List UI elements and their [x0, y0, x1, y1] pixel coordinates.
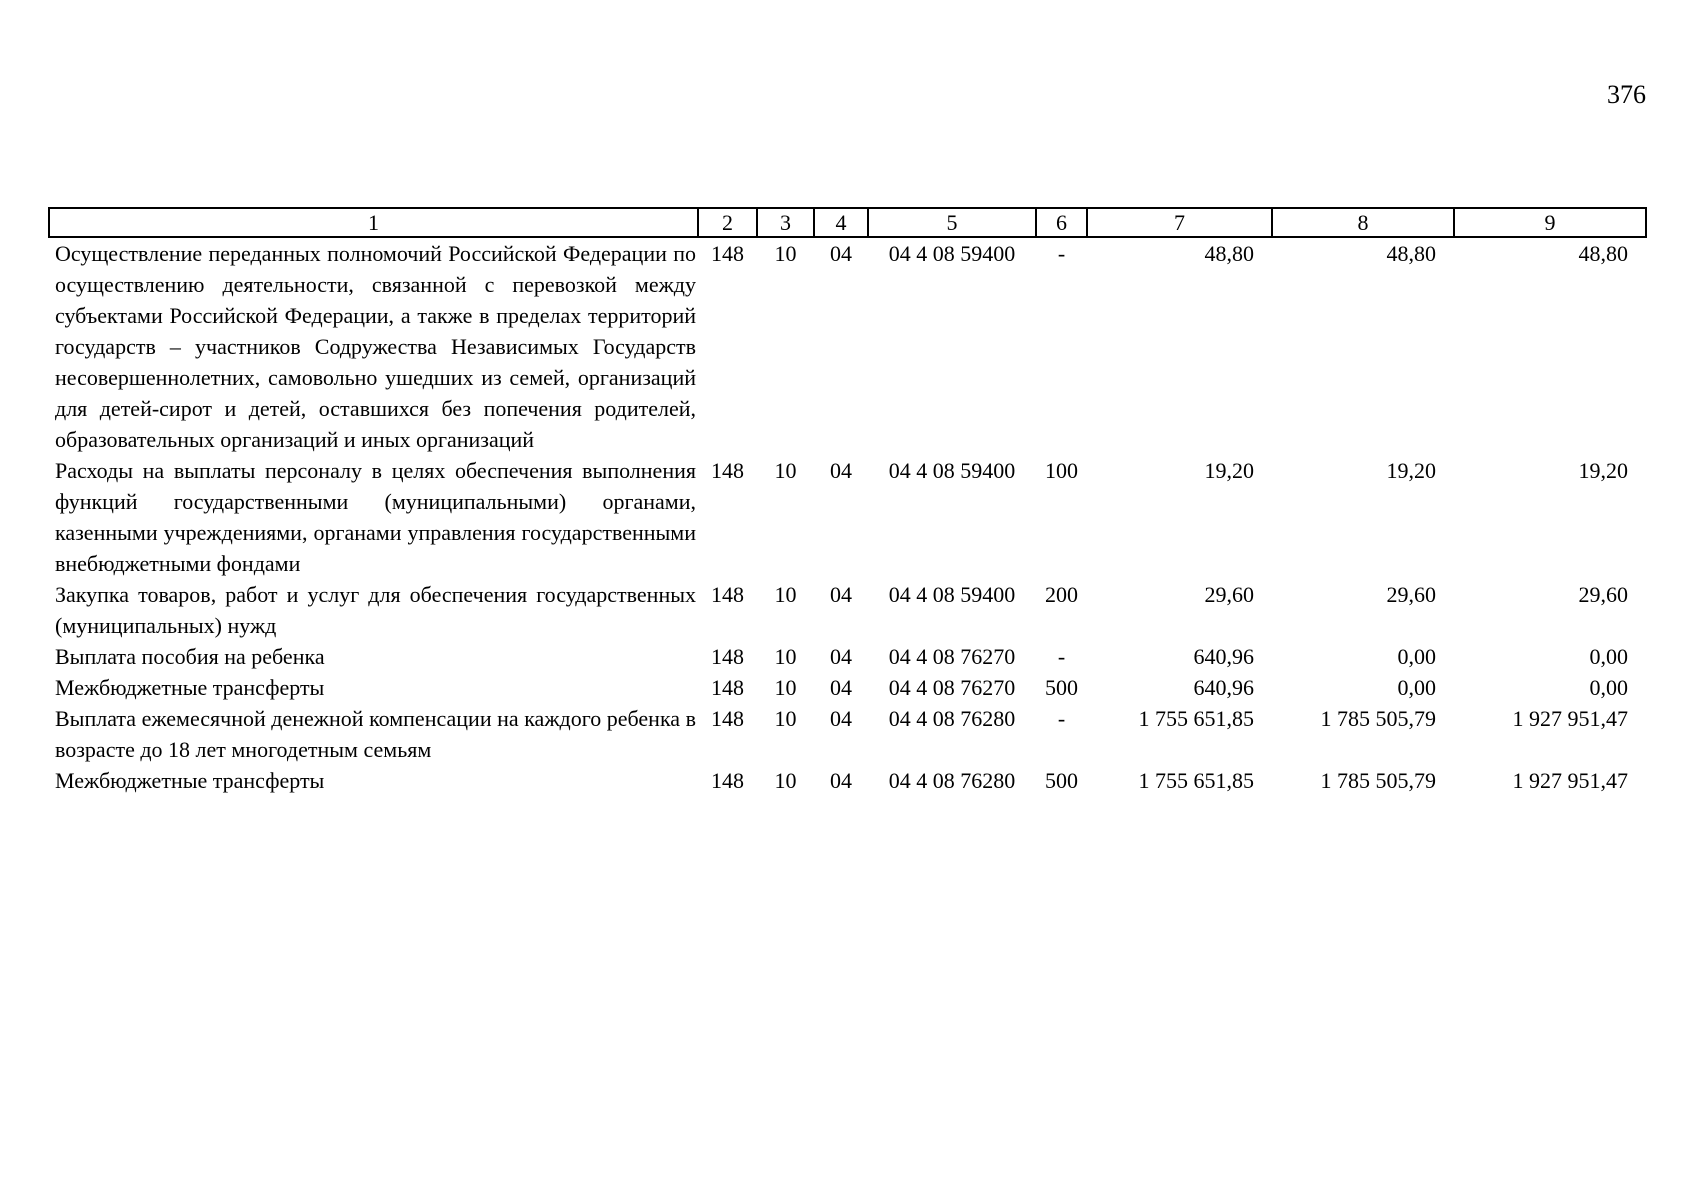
- amount-col7: 29,60: [1204, 582, 1254, 607]
- column-header: 7: [1087, 208, 1272, 237]
- section-code: 10: [774, 706, 797, 731]
- amount-col8: 0,00: [1397, 675, 1436, 700]
- expense-name: Расходы на выплаты персоналу в целях обеспечения выполнения функций государственными (муниципальными) органами, казенными учреждениями, органами управления государственными внебюджетными фондами: [55, 458, 696, 576]
- table-row: [49, 672, 1646, 703]
- target-article-code: 04 4 08 76270: [888, 644, 1016, 669]
- subsection-code: 04: [830, 675, 852, 700]
- expense-name: Выплата пособия на ребенка: [55, 644, 325, 669]
- column-header: 9: [1454, 208, 1646, 237]
- amount-col9: 0,00: [1589, 675, 1628, 700]
- expense-type-code: -: [1057, 644, 1066, 669]
- target-article-code: 04 4 08 59400: [888, 458, 1016, 483]
- table-row: [49, 455, 1646, 579]
- section-code: 10: [774, 675, 797, 700]
- amount-col8: 19,20: [1386, 458, 1436, 483]
- target-article-code: 04 4 08 76280: [888, 706, 1016, 731]
- expense-type-code: 500: [1045, 768, 1078, 793]
- target-article-code: 04 4 08 59400: [888, 241, 1016, 266]
- subsection-code: 04: [830, 768, 852, 793]
- ministry-code: 148: [711, 675, 744, 700]
- amount-col8: 1 785 505,79: [1320, 706, 1436, 731]
- subsection-code: 04: [830, 706, 852, 731]
- section-code: 10: [774, 768, 797, 793]
- column-header: 8: [1272, 208, 1454, 237]
- amount-col9: 1 927 951,47: [1512, 706, 1628, 731]
- amount-col9: 1 927 951,47: [1512, 768, 1628, 793]
- ministry-code: 148: [711, 582, 744, 607]
- amount-col7: 19,20: [1204, 458, 1254, 483]
- amount-col7: 640,96: [1193, 675, 1254, 700]
- expense-type-code: 100: [1045, 458, 1078, 483]
- amount-col9: 48,80: [1578, 241, 1628, 266]
- expense-type-code: -: [1057, 706, 1066, 731]
- page-number: 376: [1607, 80, 1646, 109]
- ministry-code: 148: [711, 458, 744, 483]
- subsection-code: 04: [830, 458, 852, 483]
- amount-col7: 1 755 651,85: [1138, 706, 1254, 731]
- amount-col8: 0,00: [1397, 644, 1436, 669]
- expense-name: Закупка товаров, работ и услуг для обеспечения государственных (муниципальных) нужд: [55, 582, 696, 638]
- column-header: 5: [868, 208, 1036, 237]
- amount-col9: 29,60: [1578, 582, 1628, 607]
- amount-col7: 1 755 651,85: [1138, 768, 1254, 793]
- amount-col7: 48,80: [1204, 241, 1254, 266]
- section-code: 10: [774, 582, 797, 607]
- expense-name: Межбюджетные трансферты: [55, 675, 325, 700]
- table-row: [49, 641, 1646, 672]
- column-header: 6: [1036, 208, 1087, 237]
- expense-type-code: 500: [1045, 675, 1078, 700]
- table-row: [49, 237, 1646, 455]
- table-row: [49, 765, 1646, 796]
- subsection-code: 04: [830, 241, 852, 266]
- target-article-code: 04 4 08 59400: [888, 582, 1016, 607]
- column-header: 2: [698, 208, 757, 237]
- expense-name: Межбюджетные трансферты: [55, 768, 325, 793]
- table-row: [49, 703, 1646, 765]
- target-article-code: 04 4 08 76270: [888, 675, 1016, 700]
- expense-name: Выплата ежемесячной денежной компенсации на каждого ребенка в возрасте до 18 лет многодетным семьям: [55, 706, 696, 762]
- amount-col9: 19,20: [1578, 458, 1628, 483]
- column-header: 1: [49, 208, 698, 237]
- amount-col9: 0,00: [1589, 644, 1628, 669]
- table-row: [49, 579, 1646, 641]
- amount-col8: 48,80: [1386, 241, 1436, 266]
- target-article-code: 04 4 08 76280: [888, 768, 1016, 793]
- ministry-code: 148: [711, 768, 744, 793]
- expense-type-code: 200: [1045, 582, 1078, 607]
- budget-table: [48, 207, 1647, 796]
- ministry-code: 148: [711, 644, 744, 669]
- section-code: 10: [774, 458, 797, 483]
- expense-type-code: -: [1057, 241, 1066, 266]
- ministry-code: 148: [711, 241, 744, 266]
- amount-col7: 640,96: [1193, 644, 1254, 669]
- column-header: 3: [757, 208, 814, 237]
- amount-col8: 29,60: [1386, 582, 1436, 607]
- section-code: 10: [774, 241, 797, 266]
- amount-col8: 1 785 505,79: [1320, 768, 1436, 793]
- column-header: 4: [814, 208, 868, 237]
- subsection-code: 04: [830, 644, 852, 669]
- subsection-code: 04: [830, 582, 852, 607]
- ministry-code: 148: [711, 706, 744, 731]
- section-code: 10: [774, 644, 797, 669]
- expense-name: Осуществление переданных полномочий Российской Федерации по осуществлению деятельности, связанной с перевозкой между субъектами Российской Федерации, а также в пределах территорий государств – участников Содружества Независимых Государств несовершеннолетних, самовольно ушедших из семей, организаций для детей-сирот и детей, оставшихся без попечения родителей, образовательных организаций и иных организаций: [55, 241, 696, 452]
- table-header-row: [49, 208, 1646, 237]
